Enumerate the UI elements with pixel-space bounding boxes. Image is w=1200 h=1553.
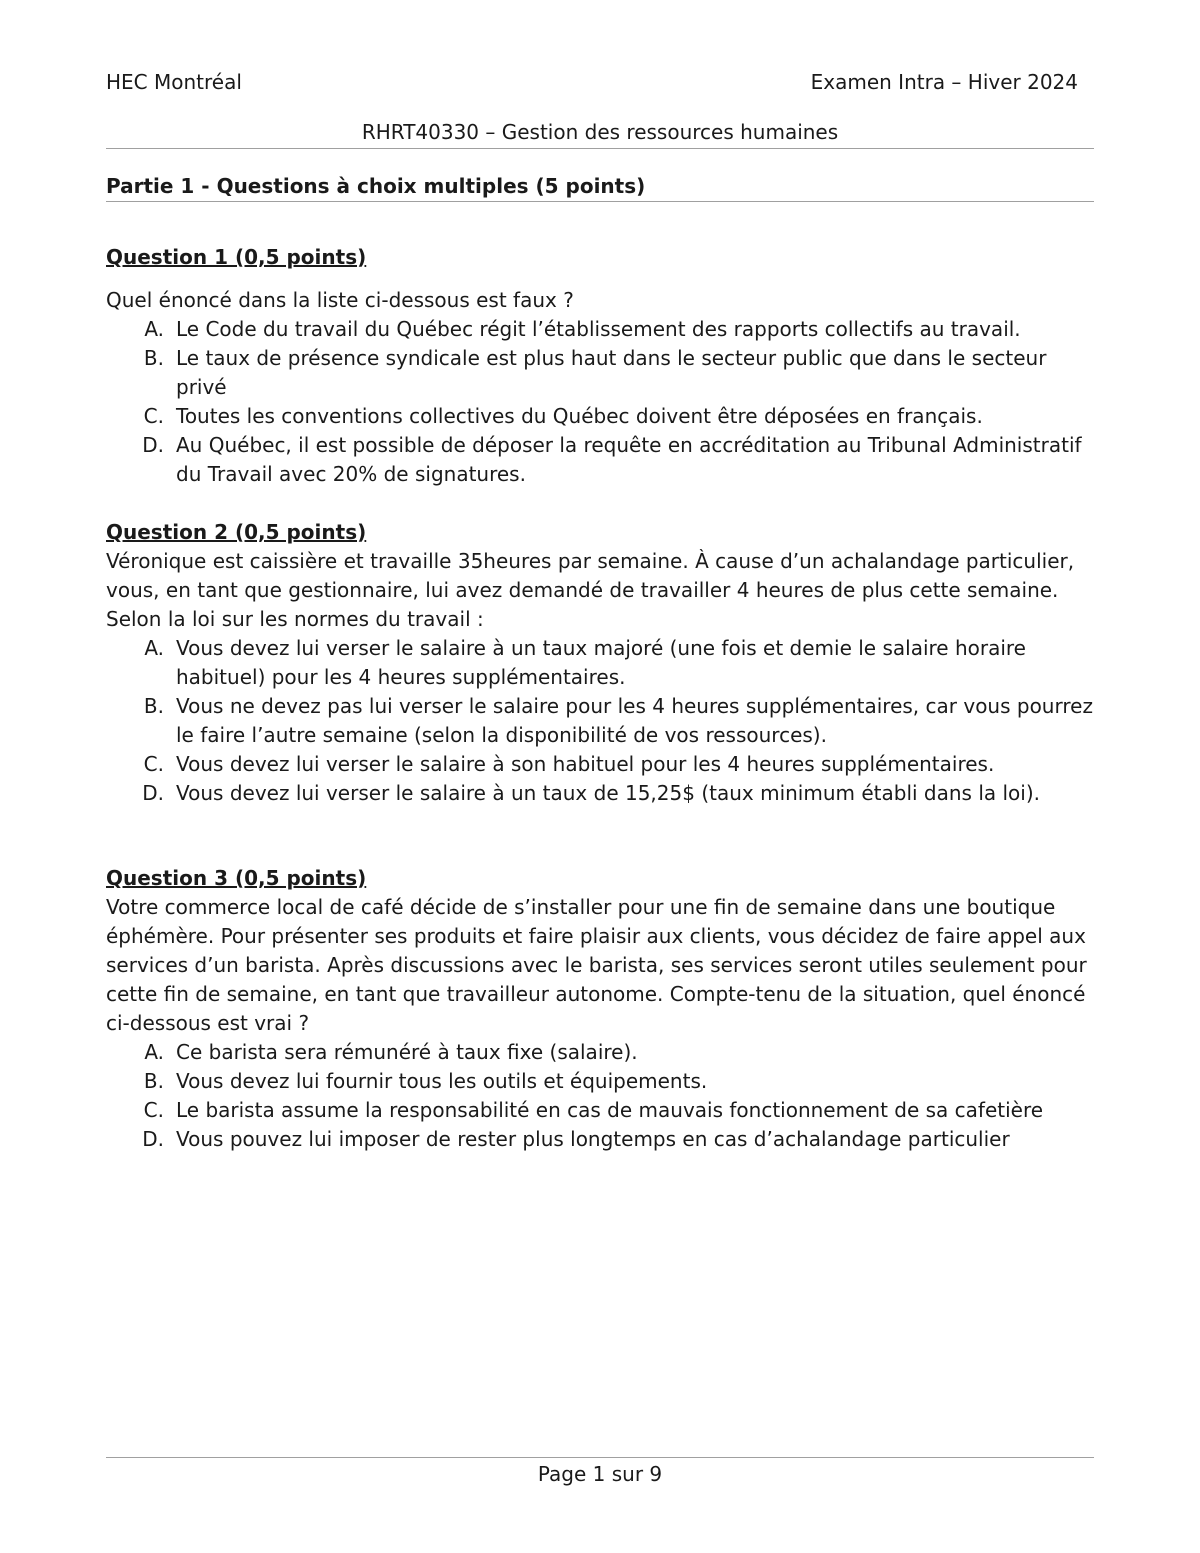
option-letter: B. — [143, 694, 164, 718]
options-list — [106, 634, 1094, 808]
option-a — [106, 315, 1094, 344]
option-text: Le Code du travail du Québec régit l’établissement des rapports collectifs au travail. — [176, 317, 1021, 341]
option-text: Vous devez lui fournir tous les outils et équipements. — [176, 1069, 708, 1093]
course-title: RHRT40330 – Gestion des ressources humaines — [106, 118, 1094, 149]
question-text: Votre commerce local de café décide de s’installer pour une fin de semaine dans une boutique éphémère. Pour présenter ses produits et faire plaisir aux clients, vous décidez de faire appel aux services d’un barista. Après discussions avec le barista, ses services seront utiles seulement pour cette fin de semaine, en tant que travailleur autonome. Compte-tenu de la situation, quel énoncé ci-dessous est vrai ? — [106, 895, 1087, 1035]
option-c — [106, 402, 1094, 431]
option-a — [106, 634, 1094, 692]
exam-title: Examen Intra – Hiver 2024 — [810, 70, 1078, 94]
institution-name: HEC Montréal — [106, 70, 242, 94]
option-a — [106, 1038, 1094, 1067]
option-text: Le taux de présence syndicale est plus haut dans le secteur public que dans le secteur privé — [176, 346, 1047, 399]
option-letter: C. — [143, 1098, 164, 1122]
question-title: Question 3 (0,5 points) — [106, 866, 367, 890]
question-3 — [106, 864, 1094, 1154]
question-text: Véronique est caissière et travaille 35heures par semaine. À cause d’un achalandage particulier, vous, en tant que gestionnaire, lui avez demandé de travailler 4 heures de plus cette semaine. Selon la loi sur les normes du travail : — [106, 549, 1075, 631]
option-letter: D. — [142, 781, 164, 805]
question-title: Question 2 (0,5 points) — [106, 520, 367, 544]
option-letter: C. — [143, 404, 164, 428]
option-b — [106, 1067, 1094, 1096]
option-letter: A. — [144, 1040, 164, 1064]
option-letter: C. — [143, 752, 164, 776]
option-text: Vous devez lui verser le salaire à un taux de 15,25$ (taux minimum établi dans la loi). — [176, 781, 1041, 805]
part-heading: Partie 1 - Questions à choix multiples (5 points) — [106, 172, 1094, 202]
option-d — [106, 1125, 1094, 1154]
question-1 — [106, 243, 1094, 489]
option-text: Vous devez lui verser le salaire à un taux majoré (une fois et demie le salaire horaire habituel) pour les 4 heures supplémentaires. — [176, 636, 1026, 689]
option-text: Ce barista sera rémunéré à taux fixe (salaire). — [176, 1040, 638, 1064]
option-text: Vous pouvez lui imposer de rester plus longtemps en cas d’achalandage particulier — [176, 1127, 1010, 1151]
option-d — [106, 779, 1094, 808]
option-d — [106, 431, 1094, 489]
option-c — [106, 1096, 1094, 1125]
question-2 — [106, 518, 1094, 808]
options-list — [106, 315, 1094, 489]
option-c — [106, 750, 1094, 779]
option-letter: D. — [142, 433, 164, 457]
page-header — [106, 68, 1078, 96]
options-list — [106, 1038, 1094, 1154]
option-letter: A. — [144, 317, 164, 341]
page-number: Page 1 sur 9 — [537, 1462, 663, 1486]
option-text: Le barista assume la responsabilité en cas de mauvais fonctionnement de sa cafetière — [176, 1098, 1044, 1122]
question-title: Question 1 (0,5 points) — [106, 245, 367, 269]
option-text: Au Québec, il est possible de déposer la requête en accréditation au Tribunal Administratif du Travail avec 20% de signatures. — [176, 433, 1082, 486]
option-letter: B. — [143, 1069, 164, 1093]
option-text: Toutes les conventions collectives du Québec doivent être déposées en français. — [176, 404, 983, 428]
option-b — [106, 692, 1094, 750]
option-letter: A. — [144, 636, 164, 660]
option-b — [106, 344, 1094, 402]
option-letter: D. — [142, 1127, 164, 1151]
option-text: Vous ne devez pas lui verser le salaire pour les 4 heures supplémentaires, car vous pourrez le faire l’autre semaine (selon la disponibilité de vos ressources). — [176, 694, 1093, 747]
option-text: Vous devez lui verser le salaire à son habituel pour les 4 heures supplémentaires. — [176, 752, 995, 776]
question-text: Quel énoncé dans la liste ci-dessous est faux ? — [106, 288, 574, 312]
page-footer — [106, 1457, 1094, 1488]
option-letter: B. — [143, 346, 164, 370]
